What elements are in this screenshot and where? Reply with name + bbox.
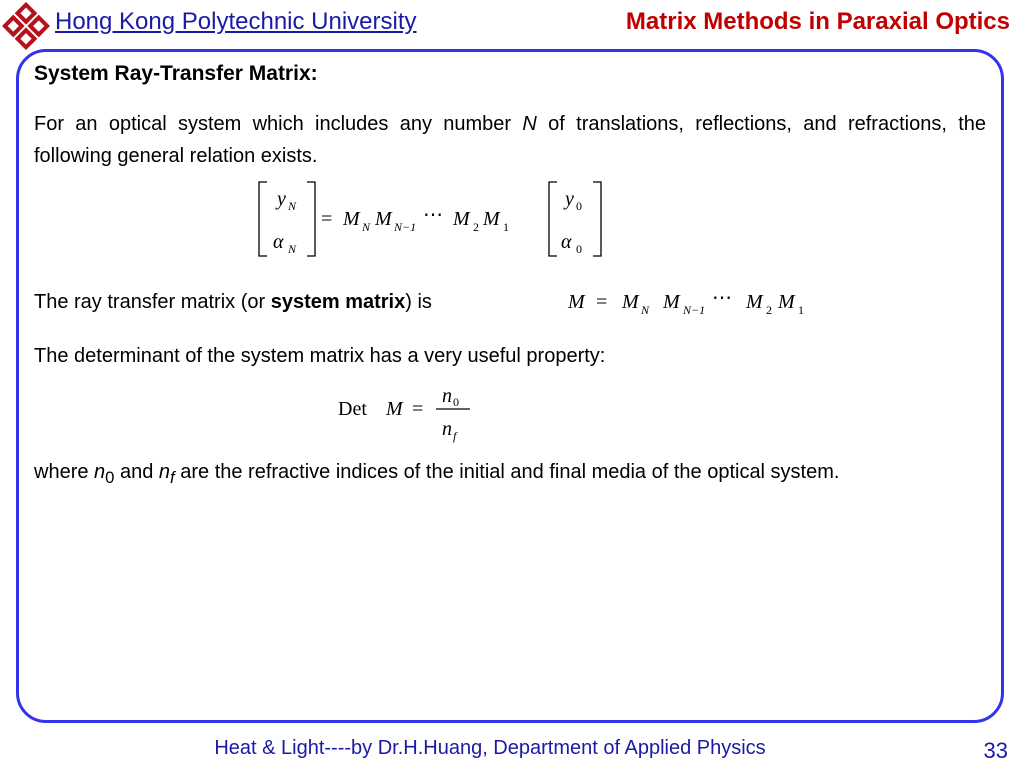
- denominator-n: n: [442, 418, 452, 440]
- m-sub: N−1: [683, 303, 706, 317]
- system-matrix-equation: [566, 284, 836, 324]
- m: M: [622, 291, 639, 313]
- dots: ⋯: [712, 287, 732, 309]
- text-span: where: [34, 461, 95, 483]
- rhs-alpha: α: [561, 231, 572, 253]
- equals-sign: =: [412, 398, 424, 420]
- m: M: [453, 208, 470, 230]
- rhs-alpha-sub: 0: [576, 242, 582, 256]
- text-span: of translations, reflections, and refractions, the following general relation exists.: [34, 113, 986, 167]
- m: M: [778, 291, 795, 313]
- paragraph-system-matrix: [34, 286, 986, 318]
- m: M: [663, 291, 680, 313]
- m: M: [483, 208, 500, 230]
- ray-transfer-relation-equation: [255, 178, 615, 262]
- lhs-alpha-sub: N: [288, 242, 297, 256]
- m: M: [375, 208, 392, 230]
- university-link[interactable]: Hong Kong Polytechnic University: [55, 8, 417, 35]
- m-sub: 1: [798, 303, 804, 317]
- subscript: f: [170, 468, 175, 487]
- text-span: and: [114, 461, 159, 483]
- equals-sign: =: [321, 208, 333, 230]
- text-span: The ray transfer matrix (or: [34, 291, 271, 313]
- m-sub: 2: [766, 303, 772, 317]
- lhs-alpha: α: [273, 231, 284, 253]
- rhs-y: y: [565, 188, 574, 210]
- m: M: [343, 208, 360, 230]
- variable-n: N: [522, 113, 537, 135]
- slide-heading: System Ray-Transfer Matrix:: [34, 62, 318, 85]
- m-sub: 1: [503, 220, 509, 234]
- lhs-y: y: [277, 188, 286, 210]
- numerator-sub: 0: [453, 395, 459, 409]
- denominator-sub: f: [453, 429, 457, 443]
- m-sub: 2: [473, 220, 479, 234]
- dots: ⋯: [423, 204, 443, 226]
- course-title: Matrix Methods in Paraxial Optics: [625, 8, 1010, 35]
- variable-n: n: [94, 461, 106, 483]
- footer-credit: Heat & Light----by Dr.H.Huang, Department of Applied Physics: [214, 737, 766, 759]
- det-label: Det: [338, 398, 367, 420]
- m-sub: N: [641, 303, 650, 317]
- bold-term: system matrix: [270, 291, 406, 313]
- numerator-n: n: [442, 385, 452, 407]
- paragraph-general-relation: [34, 108, 986, 172]
- determinant-equation: [336, 384, 486, 448]
- m: M: [746, 291, 763, 313]
- page-number: 33: [983, 738, 1008, 763]
- polyu-logo-icon: [2, 2, 50, 50]
- variable-n: n: [158, 461, 171, 483]
- m: M: [386, 398, 403, 420]
- paragraph-refractive-indices: [34, 456, 986, 494]
- m-sub: N: [362, 220, 371, 234]
- text-span: ) is: [405, 291, 432, 313]
- text-span: For an optical system which includes any number: [34, 113, 523, 135]
- m: M: [568, 291, 585, 313]
- paragraph-determinant: The determinant of the system matrix has a very useful property:: [34, 345, 606, 367]
- equals-sign: =: [596, 291, 608, 313]
- lhs-y-sub: N: [288, 199, 297, 213]
- text-span: are the refractive indices of the initial and final media of the optical system.: [174, 461, 840, 483]
- m-sub: N−1: [394, 220, 417, 234]
- rhs-y-sub: 0: [576, 199, 582, 213]
- subscript: 0: [105, 468, 115, 487]
